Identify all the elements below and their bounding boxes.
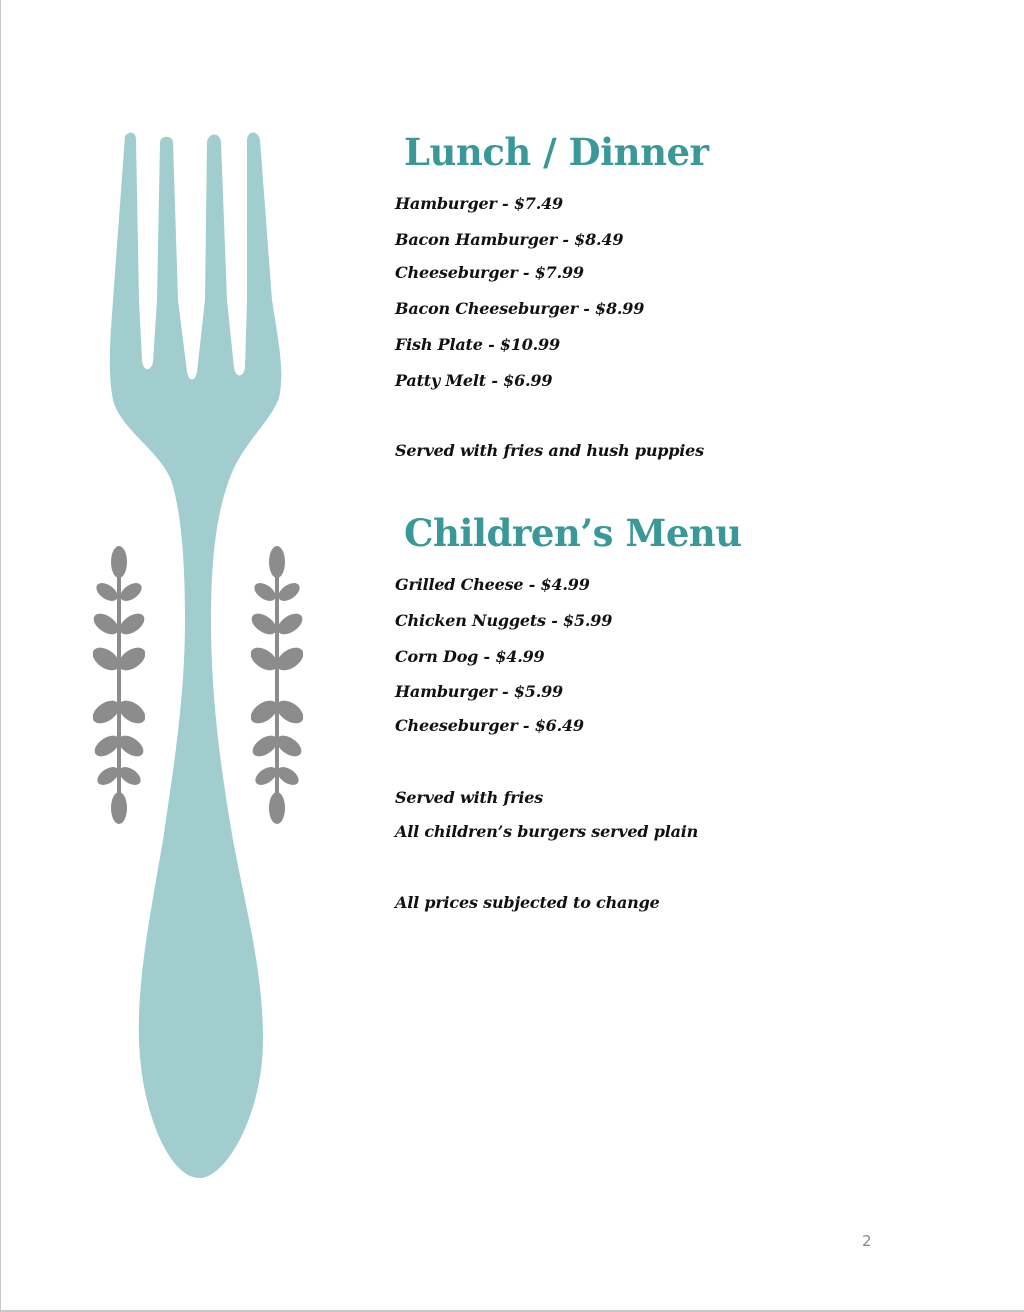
menu-item: Bacon Hamburger - $8.49 <box>395 230 624 249</box>
childrens-note: All children’s burgers served plain <box>395 822 699 841</box>
menu-item: Hamburger - $7.49 <box>395 194 563 213</box>
menu-item: Fish Plate - $10.99 <box>395 335 560 354</box>
menu-item: Grilled Cheese - $4.99 <box>395 575 590 594</box>
price-disclaimer: All prices subjected to change <box>395 893 660 912</box>
page-number: 2 <box>862 1232 872 1250</box>
leaf-sprig-left-icon <box>93 544 145 828</box>
menu-item: Patty Melt - $6.99 <box>395 371 553 390</box>
childrens-menu-heading: Children’s Menu <box>404 511 742 555</box>
menu-item: Cheeseburger - $6.49 <box>395 716 584 735</box>
menu-item: Corn Dog - $4.99 <box>395 647 545 666</box>
childrens-note: Served with fries <box>395 788 544 807</box>
menu-item: Cheeseburger - $7.99 <box>395 263 584 282</box>
menu-item: Hamburger - $5.99 <box>395 682 563 701</box>
lunch-dinner-heading: Lunch / Dinner <box>404 130 709 174</box>
leaf-sprig-right-icon <box>251 544 303 828</box>
menu-item: Bacon Cheeseburger - $8.99 <box>395 299 645 318</box>
lunch-dinner-note: Served with fries and hush puppies <box>395 441 704 460</box>
menu-item: Chicken Nuggets - $5.99 <box>395 611 613 630</box>
